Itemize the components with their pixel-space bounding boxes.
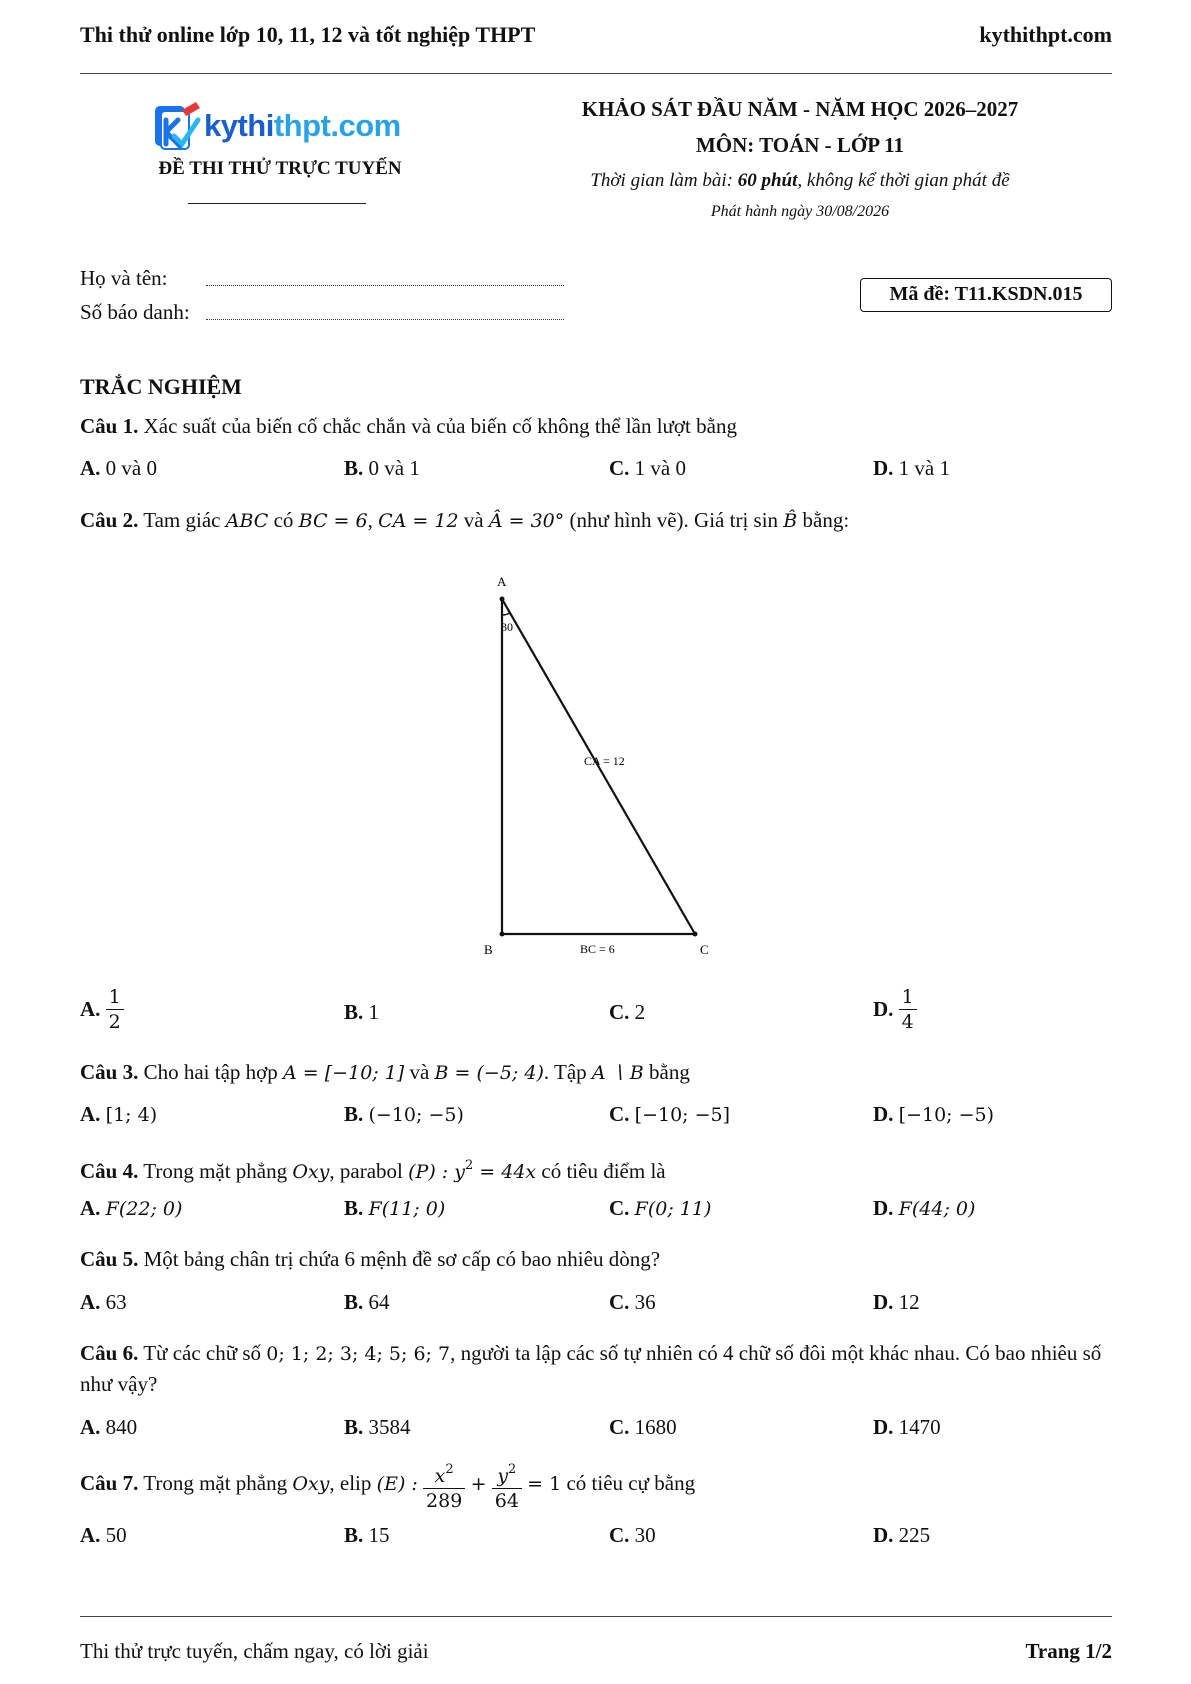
q3-option-b[interactable]: B. (−10; −5) xyxy=(344,1102,464,1126)
logo-text-b: thpt.com xyxy=(273,108,401,143)
label-bc: BC = 6 xyxy=(580,942,615,956)
exam-title: KHẢO SÁT ĐẦU NĂM - NĂM HỌC 2026–2027 xyxy=(581,97,1019,121)
footer-rule xyxy=(80,1616,1112,1617)
footer-left: Thi thử trực tuyến, chấm ngay, có lời giải xyxy=(80,1639,429,1663)
id-field[interactable] xyxy=(206,319,564,320)
q2-option-d[interactable]: D. $\frac{1}{4}$ xyxy=(873,985,917,1034)
vertex-b xyxy=(500,932,505,937)
question-7: Câu 7. Trong mặt phẳng Oxy, elip (E) : $\frac{x^2}{289}$ + $\frac{y^2}{64}$ = 1 có tiêu cự bằng xyxy=(80,1455,1112,1513)
header-left: Thi thử online lớp 10, 11, 12 và tốt nghiệp THPT xyxy=(80,22,536,47)
header-rule xyxy=(80,73,1112,74)
q6-option-a[interactable]: A. 840 xyxy=(80,1415,138,1439)
question-1 xyxy=(80,411,1112,441)
q1-option-c[interactable]: C. 1 và 0 xyxy=(609,456,686,480)
q4-option-b[interactable]: B. F(11; 0) xyxy=(344,1196,446,1220)
angle-arc xyxy=(502,613,510,615)
q5-option-b[interactable]: B. 64 xyxy=(344,1290,390,1314)
exam-time xyxy=(500,170,1100,192)
vertex-c xyxy=(693,932,698,937)
q1-text: Xác suất của biến cố chắc chắn và của biến cố không thể lần lượt bằng xyxy=(138,414,737,438)
q2-option-b[interactable]: B. 1 xyxy=(344,1000,380,1024)
question-5: Câu 5. Một bảng chân trị chứa 6 mệnh đề sơ cấp có bao nhiêu dòng? xyxy=(80,1247,661,1271)
label-a: A xyxy=(497,574,507,589)
q4-option-a[interactable]: A. F(22; 0) xyxy=(80,1196,183,1220)
q1-option-d[interactable]: D. 1 và 1 xyxy=(873,456,950,480)
q7-option-b[interactable]: B. 15 xyxy=(344,1523,390,1547)
question-2: Câu 2. Tam giác ABC có BC = 6, CA = 12 và Â = 30° (như hình vẽ). Giá trị sin B̂ bằng: xyxy=(80,508,850,532)
question-4: Câu 4. Trong mặt phẳng Oxy, parabol (P) : $y^2 = 44x$ có tiêu điểm là xyxy=(80,1158,666,1183)
q5-option-d[interactable]: D. 12 xyxy=(873,1290,920,1314)
header-right: kythithpt.com xyxy=(979,22,1112,47)
vertex-a xyxy=(500,597,505,602)
q7-option-a[interactable]: A. 50 xyxy=(80,1523,127,1547)
subtitle-rule xyxy=(188,203,366,204)
logo xyxy=(152,100,412,156)
q4-option-d[interactable]: D. F(44; 0) xyxy=(873,1196,976,1220)
q1-option-b[interactable]: B. 0 và 1 xyxy=(344,456,420,480)
question-3: Câu 3. Cho hai tập hợp A = [−10; 1] và B = (−5; 4). Tập A ∖ B bằng xyxy=(80,1060,690,1084)
q4-option-c[interactable]: C. F(0; 11) xyxy=(609,1196,712,1220)
q5-option-c[interactable]: C. 36 xyxy=(609,1290,656,1314)
question-6: Câu 6. Từ các chữ số 0; 1; 2; 3; 4; 5; 6; 7, người ta lập các số tự nhiên có 4 chữ số đôi một khác nhau. Có bao nhiêu số như vậy? xyxy=(80,1341,1102,1396)
exam-time-pre: Thời gian làm bài: xyxy=(590,170,738,191)
exam-time-bold: 60 phút xyxy=(737,170,798,191)
logo-icon xyxy=(152,100,204,156)
footer-page: Trang 1/2 xyxy=(1025,1639,1112,1663)
label-b: B xyxy=(484,942,493,957)
q1-option-a[interactable]: A. 0 và 0 xyxy=(80,456,157,480)
q3-option-a[interactable]: A. [1; 4) xyxy=(80,1102,158,1126)
q7-option-c[interactable]: C. 30 xyxy=(609,1523,656,1547)
q6-option-b[interactable]: B. 3584 xyxy=(344,1415,411,1439)
q1-label: Câu 1. xyxy=(80,414,139,438)
q2-option-c[interactable]: C. 2 xyxy=(609,1000,646,1024)
q2-option-a[interactable]: A. $\frac{1}{2}$ xyxy=(80,985,124,1034)
q3-option-d[interactable]: D. [−10; −5) xyxy=(873,1102,995,1126)
q2-label: Câu 2. xyxy=(80,508,139,532)
q7-option-d[interactable]: D. 225 xyxy=(873,1523,931,1547)
q6-option-d[interactable]: D. 1470 xyxy=(873,1415,941,1439)
exam-code: Mã đề: T11.KSDN.015 xyxy=(860,278,1112,312)
q5-option-a[interactable]: A. 63 xyxy=(80,1290,127,1314)
name-field[interactable] xyxy=(206,285,564,286)
label-angle: 30 xyxy=(501,620,513,634)
id-label: Số báo danh: xyxy=(80,300,190,324)
triangle-figure xyxy=(470,570,730,960)
q3-option-c[interactable]: C. [−10; −5] xyxy=(609,1102,731,1126)
label-c: C xyxy=(700,942,709,957)
section-title: TRẮC NGHIỆM xyxy=(80,374,242,399)
exam-release: Phát hành ngày 30/08/2026 xyxy=(710,203,890,220)
q6-option-c[interactable]: C. 1680 xyxy=(609,1415,677,1439)
exam-time-post: , không kể thời gian phát đề xyxy=(797,170,1010,191)
exam-subject: MÔN: TOÁN - LỚP 11 xyxy=(695,133,905,157)
name-label: Họ và tên: xyxy=(80,266,168,290)
logo-subtitle: ĐỀ THI THỬ TRỰC TUYẾN xyxy=(158,158,402,179)
logo-text-a: kythi xyxy=(204,108,274,143)
label-ca: CA = 12 xyxy=(584,754,625,768)
